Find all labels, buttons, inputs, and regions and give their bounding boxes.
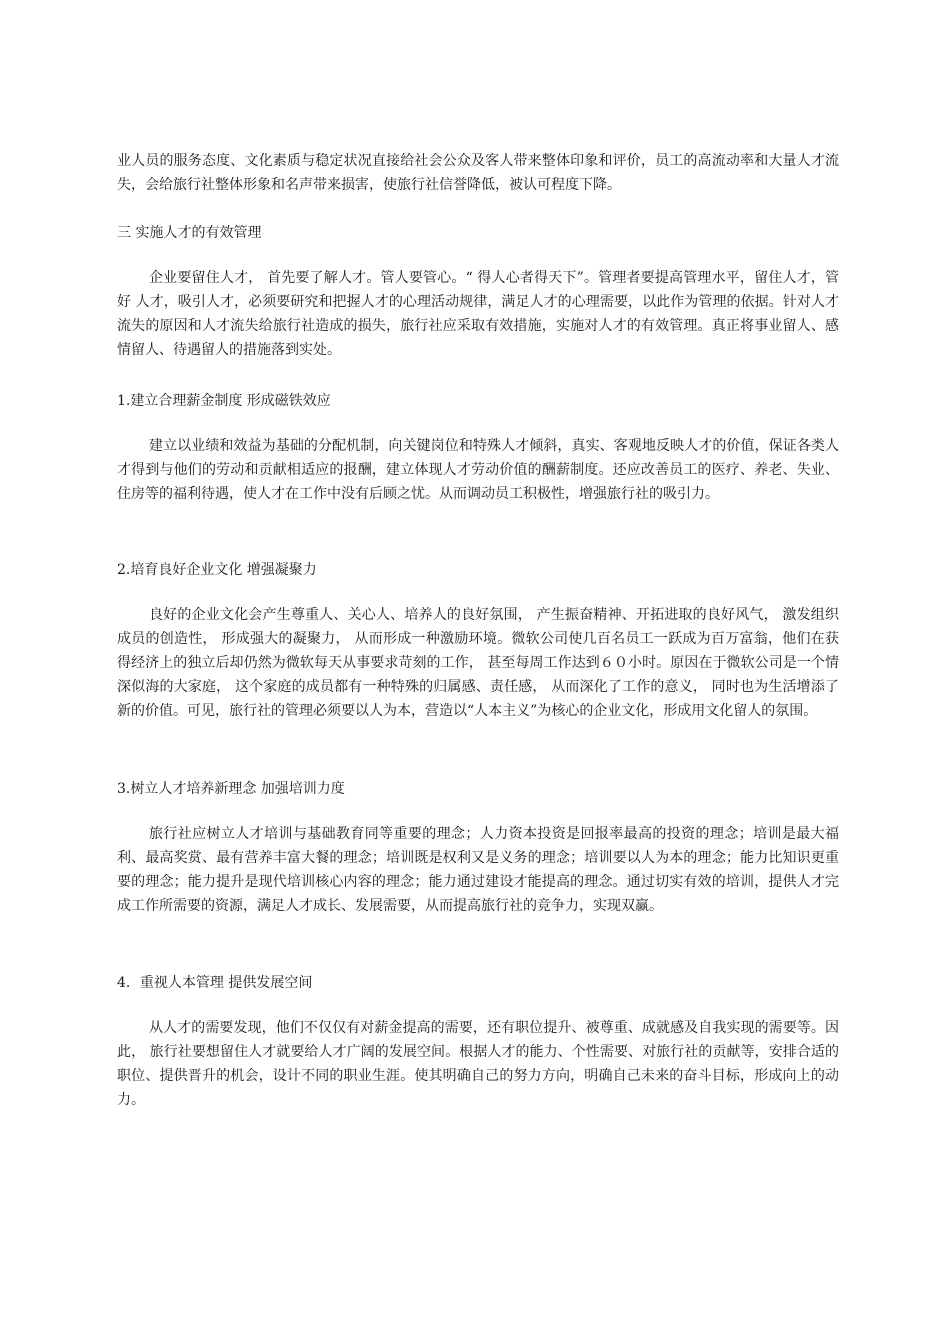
- section-paragraph: 企业要留住人才， 首先要了解人才。管人要管心。“ 得人心者得天下”。管理者要提高管理水平，留住人才，管好 人才，吸引人才，必须要研究和把握人才的心理活动规律，满足人才的心理需要，以此作为管理的依据。针对人才流失的原因和人才流失给旅行社造成的损失，旅行社应采取有效措施，实施对人才的有效管理。真正将事业留人、感情留人、待遇留人的措施落到实处。: [117, 270, 839, 358]
- subsection-heading-3: 3.树立人才培养新理念 加强培训力度: [117, 781, 345, 797]
- subsection-paragraph-3: 旅行社应树立人才培训与基础教育同等重要的理念；人力资本投资是回报率最高的投资的理念；培训是最大福利、最高奖赏、最有营养丰富大餐的理念；培训既是权利又是义务的理念；培训要以人为本的理念；能力比知识更重要的理念；能力提升是现代培训核心内容的理念；能力通过建设才能提高的理念。通过切实有效的培训，提供人才完成工作所需要的资源，满足人才成长、发展需要，从而提高旅行社的竞争力，实现双赢。: [117, 826, 839, 914]
- intro-paragraph: 业人员的服务态度、文化素质与稳定状况直接给社会公众及客人带来整体印象和评价，员工的高流动率和大量人才流失，会给旅行社整体形象和名声带来损害，使旅行社信誉降低，被认可程度下降。: [117, 153, 839, 193]
- section-heading: 三 实施人才的有效管理: [117, 225, 262, 241]
- subsection-paragraph-2: 良好的企业文化会产生尊重人、关心人、培养人的良好氛围， 产生振奋精神、开拓进取的良好风气， 激发组织成员的创造性， 形成强大的凝聚力， 从而形成一种激励环境。微软公司使几百名员工一跃成为百万富翁，他们在获得经济上的独立后却仍然为微软每天从事要求苛刻的工作， 甚至每周工作达到６０小时。原因在于微软公司是一个情深似海的大家庭， 这个家庭的成员都有一种特殊的归属感、责任感， 从而深化了工作的意义， 同时也为生活增添了新的价值。可见，旅行社的管理必须要以人为本，营造以“人本主义”为核心的企业文化，形成用文化留人的氛围。: [117, 607, 839, 719]
- subsection-heading-4: 4．重视人本管理 提供发展空间: [117, 975, 313, 991]
- subsection-paragraph-4: 从人才的需要发现，他们不仅仅有对薪金提高的需要，还有职位提升、被尊重、成就感及自我实现的需要等。因此， 旅行社要想留住人才就要给人才广阔的发展空间。根据人才的能力、个性需要、对旅行社的贡献等，安排合适的职位、提供晋升的机会，设计不同的职业生涯。使其明确自己的努力方向，明确自己未来的奋斗目标，形成向上的动力。: [117, 1020, 839, 1108]
- subsection-paragraph-1: 建立以业绩和效益为基础的分配机制，向关键岗位和特殊人才倾斜，真实、客观地反映人才的价值，保证各类人才得到与他们的劳动和贡献相适应的报酬，建立体现人才劳动价值的酬薪制度。还应改善员工的医疗、养老、失业、住房等的福利待遇，使人才在工作中没有后顾之忧。从而调动员工积极性，增强旅行社的吸引力。: [117, 438, 839, 502]
- subsection-heading-2: 2.培育良好企业文化 增强凝聚力: [117, 562, 317, 578]
- subsection-heading-1: 1.建立合理薪金制度 形成磁铁效应: [117, 393, 331, 409]
